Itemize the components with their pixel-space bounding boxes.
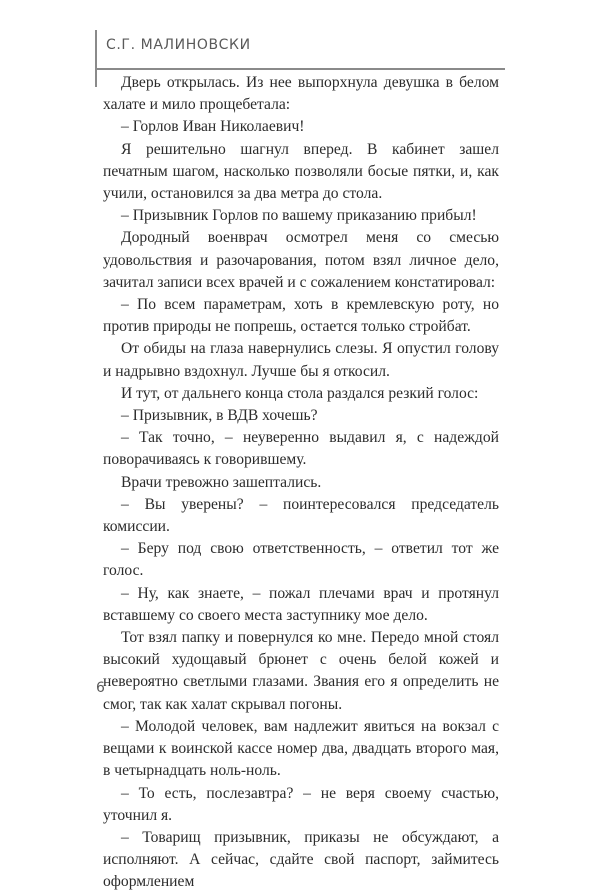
body-text — [103, 72, 499, 894]
paragraph: – Горлов Иван Николаевич! — [121, 118, 305, 136]
paragraph: Врачи тревожно зашептались. — [121, 473, 322, 491]
paragraph: – Так точно, – неуверенно выдавил я, с надеждой поворачиваясь к говорившему. — [103, 429, 499, 469]
paragraph: – То есть, послезавтра? – не веря своему счастью, уточнил я. — [103, 784, 499, 824]
header-vertical-rule — [95, 30, 97, 87]
paragraph: Тот взял папку и повернулся ко мне. Передо мной стоял высокий худощавый брюнет с очень белой кожей и невероятно светлыми глазами. Звания его я определить не смог, так как халат скрывал погоны. — [103, 629, 499, 713]
paragraph: – Призывник, в ВДВ хочешь? — [121, 407, 318, 425]
page-number: 6 — [96, 680, 105, 696]
paragraph: Я решительно шагнул вперед. В кабинет зашел печатным шагом, насколько позволяли босые пятки, и, как учили, остановился за два метра до стола. — [103, 140, 499, 203]
paragraph: – Ну, как знаете, – пожал плечами врач и протянул вставшему со своего места заступнику мое дело. — [103, 584, 499, 624]
header-horizontal-rule — [95, 68, 505, 70]
paragraph: Дверь открылась. Из нее выпорхнула девушка в белом халате и мило прощебетала: — [103, 74, 499, 114]
paragraph: – Призывник Горлов по вашему приказанию прибыл! — [121, 207, 477, 225]
paragraph: – Беру под свою ответственность, – ответил тот же голос. — [103, 540, 499, 580]
paragraph: И тут, от дальнего конца стола раздался резкий голос: — [121, 384, 479, 402]
running-head-author: С.Г. МАЛИНОВСКИ — [106, 37, 251, 53]
paragraph: – По всем параметрам, хоть в кремлевскую роту, но против природы не попрешь, остается только стройбат. — [103, 296, 499, 336]
paragraph: От обиды на глаза навернулись слезы. Я опустил голову и надрывно вздохнул. Лучше бы я откосил. — [103, 340, 499, 380]
paragraph: – Вы уверены? – поинтересовался председатель комиссии. — [103, 495, 499, 536]
paragraph: – Товарищ призывник, приказы не обсуждают, а исполняют. А сейчас, сдайте свой паспорт, займитесь оформлением — [103, 828, 499, 891]
paragraph: Дородный военврач осмотрел меня со смесью удовольствия и разочарования, потом взял личное дело, зачитал записи всех врачей и с сожалением констатировал: — [103, 229, 499, 291]
paragraph: – Молодой человек, вам надлежит явиться на вокзал с вещами к воинской кассе номер два, двадцать второго мая, в четырнадцать ноль-ноль. — [103, 717, 499, 780]
